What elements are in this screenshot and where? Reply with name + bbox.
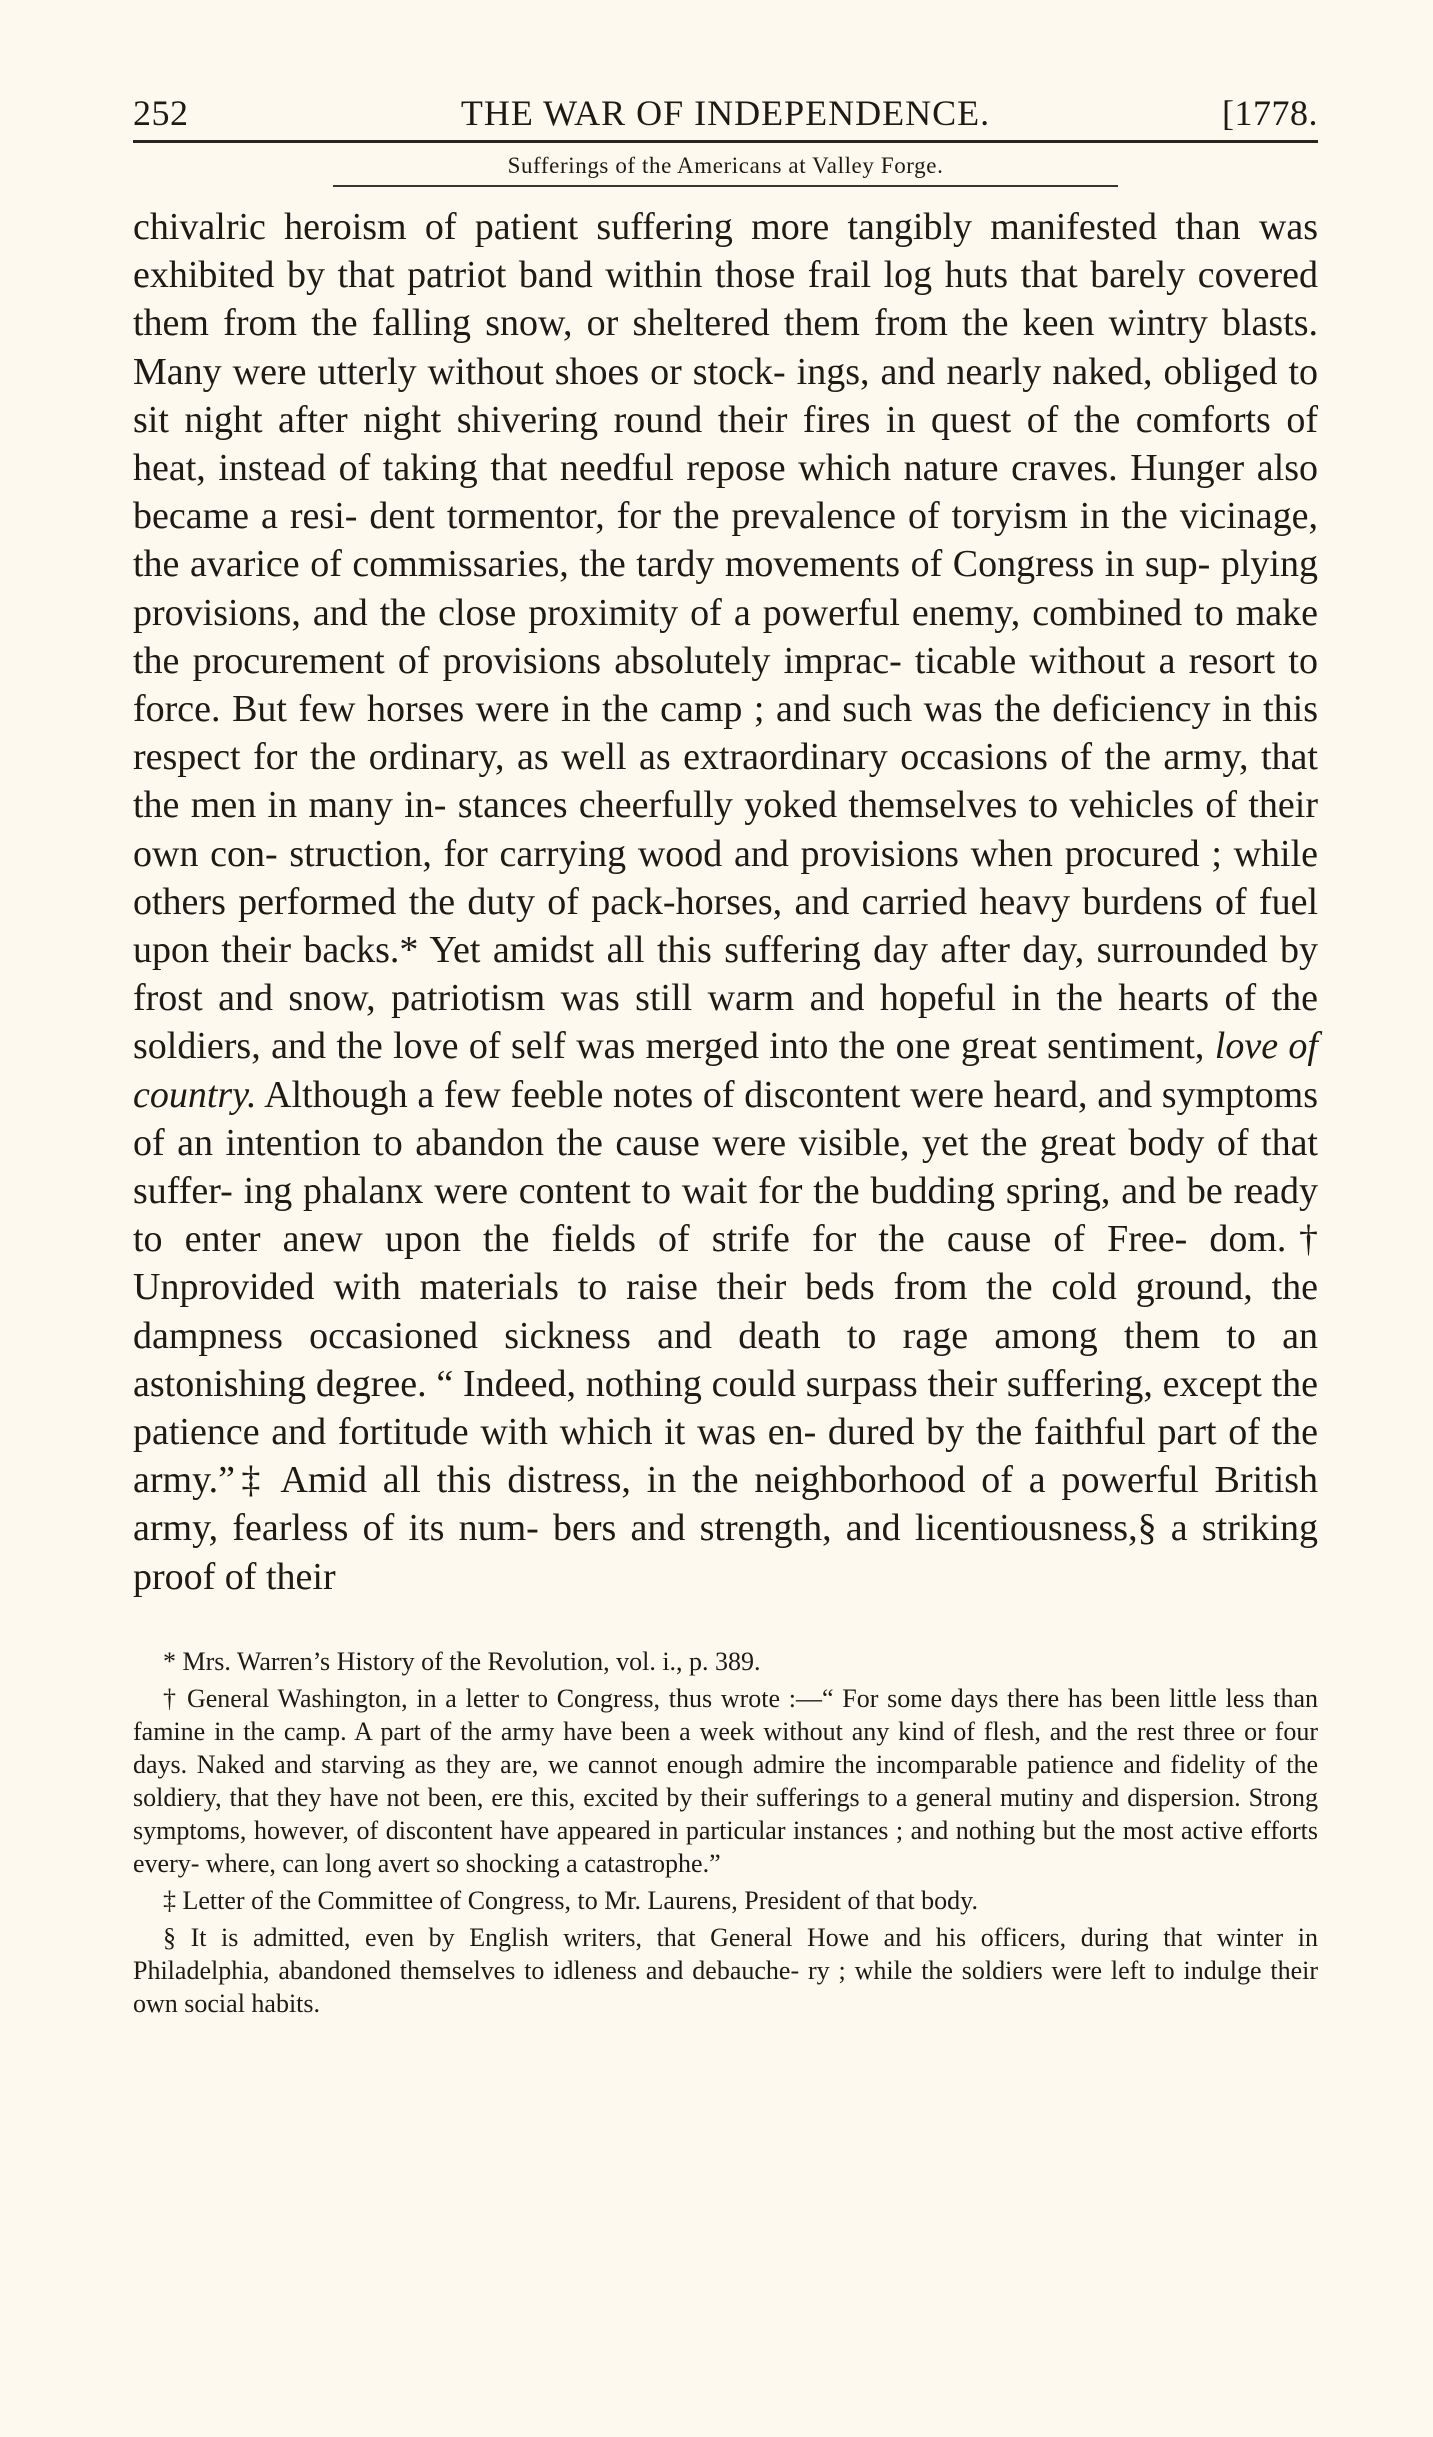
footnote: ‡ Letter of the Committee of Congress, to Mr. Laurens, President of that body. (163, 1885, 978, 1915)
body-text-part-2: Although a few feeble notes of discontent were heard, and symptoms of an intention to abandon the cause were visible, yet the great body of that suffer- ing phalanx were content to wait for the budding spring, and be ready to enter anew upon the fields of strife for the cause of Free- dom.† Unprovided with materials to raise their beds from the cold ground, the dampness occasioned sickness and death to rage among them to an astonishing degree. “ Indeed, nothing could surpass their suffering, except the patience and fortitude with which it was en- dured by the faithful part of the army.”‡ Amid all this distress, in the neighborhood of a powerful British army, fearless of its num- bers and strength, and licentiousness,§ a striking proof of their (133, 1073, 1318, 1598)
book-page (133, 80, 1318, 2020)
running-title: THE WAR OF INDEPENDENCE. (460, 93, 991, 133)
running-head (133, 80, 1318, 140)
body-text-part-1: chivalric heroism of patient suffering more tangibly manifested than was exhibited by that patriot band within those frail log huts that barely covered them from the falling snow, or sheltered them from the keen wintry blasts. Many were utterly without shoes or stock- ings, and nearly naked, obliged to sit night after night shivering round their fires in quest of the comforts of heat, instead of taking that needful repose which nature craves. Hunger also became a resi- dent tormentor, for the prevalence of toryism in the vicinage, the avarice of commissaries, the tardy movements of Congress in sup- plying provisions, and the close proximity of a powerful enemy, combined to make the procurement of provisions absolutely imprac- ticable without a resort to force. But few horses were in the camp ; and such was the deficiency in this respect for the ordinary, as well as extraordinary occasions of the army, that the men in many in- stances cheerfully yoked themselves to vehicles of their own con- struction, for carrying wood and provisions when procured ; while others performed the duty of pack-horses, and carried heavy burdens of fuel upon their backs.* Yet amidst all this suffering day after day, surrounded by frost and snow, patriotism was still warm and hopeful in the hearts of the soldiers, and the love of self was merged into the one great sentiment, (133, 206, 1318, 1068)
section-subhead: Sufferings of the Americans at Valley Forge. (507, 153, 944, 178)
footnotes (133, 1645, 1318, 2020)
subhead-rule (333, 185, 1118, 187)
footnote: § It is admitted, even by English writers, that General Howe and his officers, during that winter in Philadelphia, abandoned themselves to idleness and debauche- ry ; while the soldiers were left to indulge their own social habits. (133, 1922, 1318, 2018)
body-italic-phrase: love of country. (133, 1025, 1318, 1116)
footnote: † General Washington, in a letter to Congress, thus wrote :—“ For some days there has been little less than famine in the camp. A part of the army have been a week without any kind of flesh, and the rest three or four days. Naked and starving as they are, we cannot enough admire the incomparable patience and fidelity of the soldiery, that they have not been, ere this, excited by their sufferings to a general mutiny and dispersion. Strong symptoms, however, of discontent have appeared in particular instances ; and nothing but the most active efforts every- where, can long avert so shocking a catastrophe.” (133, 1683, 1318, 1878)
header-rule (133, 140, 1318, 143)
footnote: * Mrs. Warren’s History of the Revolution, vol. i., p. 389. (163, 1646, 761, 1676)
running-year: [1778. (1222, 93, 1318, 133)
page-number: 252 (133, 93, 189, 133)
body-paragraph (133, 203, 1318, 1601)
